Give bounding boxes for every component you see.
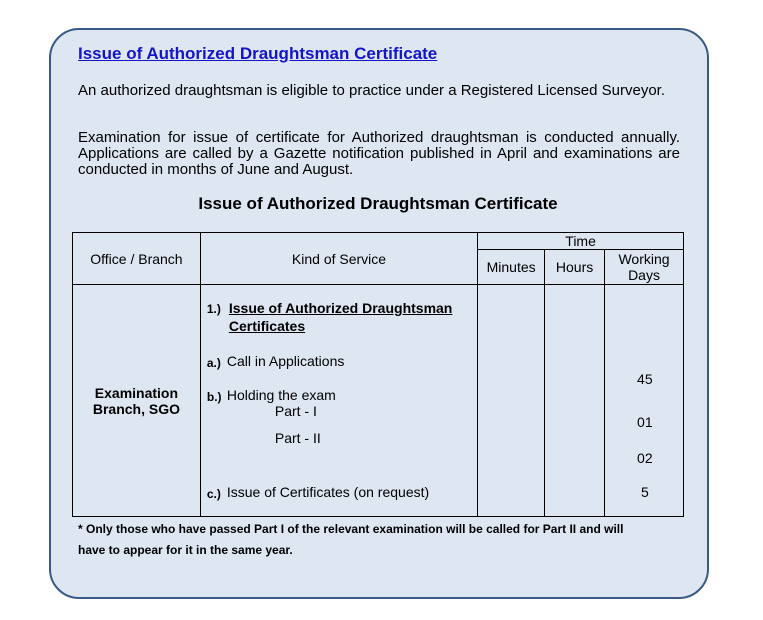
working-days-line1: Working — [618, 251, 670, 267]
col-header-office: Office / Branch — [73, 233, 201, 285]
footnote-line2: have to appear for it in the same year. — [78, 543, 293, 557]
item-a-label: Call in Applications — [226, 353, 345, 369]
table-title: Issue of Authorized Draughtsman Certificate — [198, 194, 558, 213]
footnote-line1: * Only those who have passed Part I of the relevant examination will be called for Part II and will — [78, 522, 624, 536]
service-title-line2: Certificates — [228, 318, 306, 334]
exam-paragraph: Examination for issue of certificate for Authorized draughtsman is conducted annually. Applications are called by a Gazette notification published in April and examinations are conducted in months of June and August. — [78, 129, 680, 178]
col-header-hours: Hours — [545, 250, 605, 285]
col-header-minutes: Minutes — [478, 250, 545, 285]
part-1-label: Part - I — [274, 403, 317, 419]
days-value-part-2: 02 — [637, 450, 653, 466]
intro-paragraph: An authorized draughtsman is eligible to practice under a Registered Licensed Surveyor. — [78, 82, 666, 99]
office-line2: Branch, SGO — [92, 400, 180, 417]
item-c-label: Issue of Certificates (on request) — [226, 484, 430, 500]
item-b-label: Holding the exam — [226, 387, 336, 403]
service-title-line1: Issue of Authorized Draughtsman — [228, 300, 453, 316]
col-header-kind: Kind of Service — [200, 233, 477, 285]
kind-of-service-cell — [200, 285, 477, 517]
days-value-certificates: 5 — [641, 484, 649, 500]
minutes-cell — [478, 285, 545, 517]
working-days-cell — [605, 285, 684, 517]
days-value-call-in: 45 — [637, 371, 653, 387]
footnote — [78, 519, 678, 561]
col-header-time: Time — [478, 233, 684, 250]
item-a-marker: a.) — [206, 356, 221, 370]
office-cell — [73, 285, 201, 517]
item-c-marker: c.) — [206, 487, 221, 501]
working-days-line2: Days — [628, 267, 660, 283]
service-table — [72, 232, 684, 517]
office-line1: Examination — [94, 384, 179, 401]
days-value-part-1: 01 — [637, 414, 653, 430]
hours-cell — [545, 285, 605, 517]
service-number: 1.) — [206, 302, 221, 316]
col-header-working-days — [605, 250, 684, 285]
page-title: Issue of Authorized Draughtsman Certificate — [78, 44, 438, 63]
part-2-label: Part - II — [274, 430, 321, 446]
item-b-marker: b.) — [206, 390, 222, 404]
